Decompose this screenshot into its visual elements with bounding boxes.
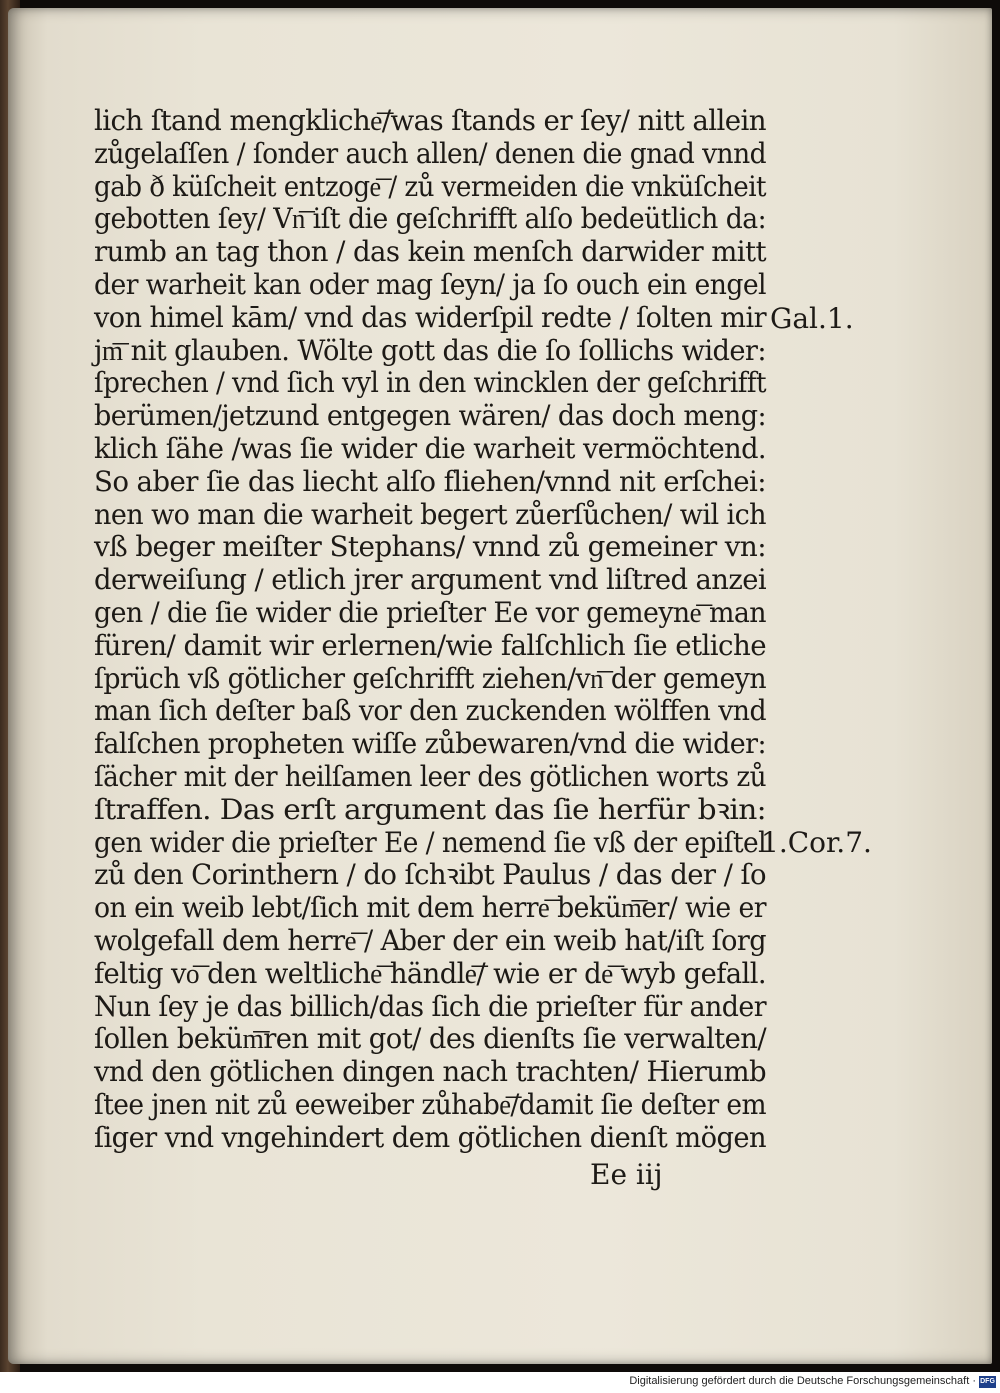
text-line-content: feltig vo͞ den weltliche͞ händle͞/ wie er de͞ wyb gefall.: [94, 956, 766, 990]
text-line: [94, 531, 774, 564]
text-line: [94, 138, 774, 171]
signature-mark: Ee iij: [590, 1158, 663, 1191]
text-line: [94, 892, 774, 925]
text-line: [94, 335, 774, 368]
text-line: [94, 794, 774, 827]
text-line: [94, 367, 774, 400]
text-line-content: wolgefall dem herre͞ / Aber der ein weib hat/iſt ſorg: [94, 923, 766, 957]
text-line: [94, 663, 774, 696]
text-line: [94, 203, 774, 236]
book-page: [8, 8, 992, 1364]
text-line: [94, 695, 774, 728]
dfg-logo: DFG: [979, 1376, 996, 1388]
text-line: [94, 499, 774, 532]
text-line-content: falſchen propheten wiſſe zůbewaren/vnd die wider:: [94, 727, 766, 761]
text-line-content: zů den Corinthern / do ſchꝛibt Paulus / das der / ſo: [94, 858, 766, 892]
footer-credit: Digitalisierung gefördert durch die Deutsche Forschungsgemeinschaft ·: [629, 1375, 976, 1387]
text-line: [94, 761, 774, 794]
text-line: [94, 302, 774, 335]
text-line-content: lich ſtand mengkliche͞/was ſtands er ſey/ nitt allein: [94, 104, 766, 137]
text-line: [94, 630, 774, 663]
text-line-content: ſtee jnen nit zů eeweiber zůhabe͞/damit ſie deſter em: [94, 1087, 766, 1121]
text-line: [94, 433, 774, 466]
text-line: [94, 991, 774, 1024]
text-line-content: der warheit kan oder mag ſeyn/ ja ſo ouch ein engel: [94, 267, 766, 301]
text-line-content: ſprechen / vnd ſich vyl in den wincklen der geſchrifft: [94, 366, 766, 400]
text-line-content: von himel kām/ vnd das widerſpil redte / ſolten mir: [94, 300, 766, 334]
text-line: [94, 466, 774, 499]
text-line-content: ſprüch vß götlicher geſchrifft ziehen/vn͞ der gemeyn: [94, 661, 766, 695]
text-line: [94, 728, 774, 761]
text-line: [94, 859, 774, 892]
text-line-content: gebotten ſey/ Vn͞ iſt die geſchrifft alſo bedeütlich da:: [94, 202, 766, 236]
text-line: [94, 400, 774, 433]
text-line-content: nen wo man die warheit begert zůerſůchen/ wil ich: [94, 497, 766, 531]
text-line: [94, 236, 774, 269]
text-line-content: on ein weib lebt/ſich mit dem herre͞ beküm͞er/ wie er: [94, 891, 766, 925]
text-line-content: gen / die ſie wider die prieſter Ee vor gemeyne͞ man: [94, 595, 766, 629]
text-line: [94, 171, 774, 204]
text-line: [94, 597, 774, 630]
text-line: [94, 827, 774, 860]
text-line: [94, 958, 774, 991]
text-line-content: vß beger meiſter Stephans/ vnnd zů gemeiner vn:: [94, 530, 766, 564]
text-line: [94, 1089, 774, 1122]
text-line-content: ſtraffen. Das erſt argument das ſie herfür bꝛin:: [94, 792, 766, 826]
text-line-content: jm͞ nit glauben. Wölte gott das die ſo ſollichs wider:: [94, 333, 766, 367]
text-line-content: ſiger vnd vngehindert dem götlichen dienſt mögen: [94, 1120, 766, 1154]
text-line-content: man ſich deſter baß vor den zuckenden wölffen vnd: [94, 694, 766, 728]
text-line: [94, 105, 774, 138]
footer-bar: [0, 1372, 1000, 1393]
text-line: [94, 925, 774, 958]
text-line-content: gab ð küſcheit entzoge͞ / zů vermeiden die vnküſcheit: [94, 169, 766, 203]
text-line-content: klich ſähe /was ſie wider die warheit vermöchtend.: [94, 431, 766, 465]
text-line: [94, 1056, 774, 1089]
text-line-content: So aber ſie das liecht alſo fliehen/vnnd nit erſchei:: [94, 464, 766, 498]
text-line: [94, 269, 774, 302]
text-line-content: gen wider die prieſter Ee / nemend ſie vß der epiſtel: [94, 825, 766, 859]
text-line-content: derweiſung / etlich jrer argument vnd liſtred anzei: [94, 563, 766, 597]
margin-note-corinthians: 1.Cor.7.: [761, 826, 872, 859]
text-line: [94, 564, 774, 597]
text-line-content: berümen/jetzund entgegen wären/ das doch meng:: [94, 399, 766, 433]
text-line-content: Nun ſey je das billich/das ſich die prieſter für ander: [94, 989, 766, 1023]
text-line: [94, 1122, 774, 1155]
text-block: [94, 105, 774, 1155]
text-line-content: ſollen beküm͞ren mit got/ des dienſts ſie verwalten/: [94, 1022, 766, 1056]
text-line-content: ſächer mit der heilſamen leer des götlichen worts zů: [94, 759, 766, 793]
text-line-content: füren/ damit wir erlernen/wie falſchlich ſie etliche: [94, 628, 766, 662]
margin-note-galatians: Gal.1.: [770, 302, 854, 335]
text-line-content: zůgelaſſen / ſonder auch allen/ denen die gnad vnnd: [94, 136, 766, 170]
text-line-content: rumb an tag thon / das kein menſch darwider mitt: [94, 235, 766, 269]
text-line: [94, 1023, 774, 1056]
text-line-content: vnd den götlichen dingen nach trachten/ Hierumb: [94, 1055, 766, 1089]
